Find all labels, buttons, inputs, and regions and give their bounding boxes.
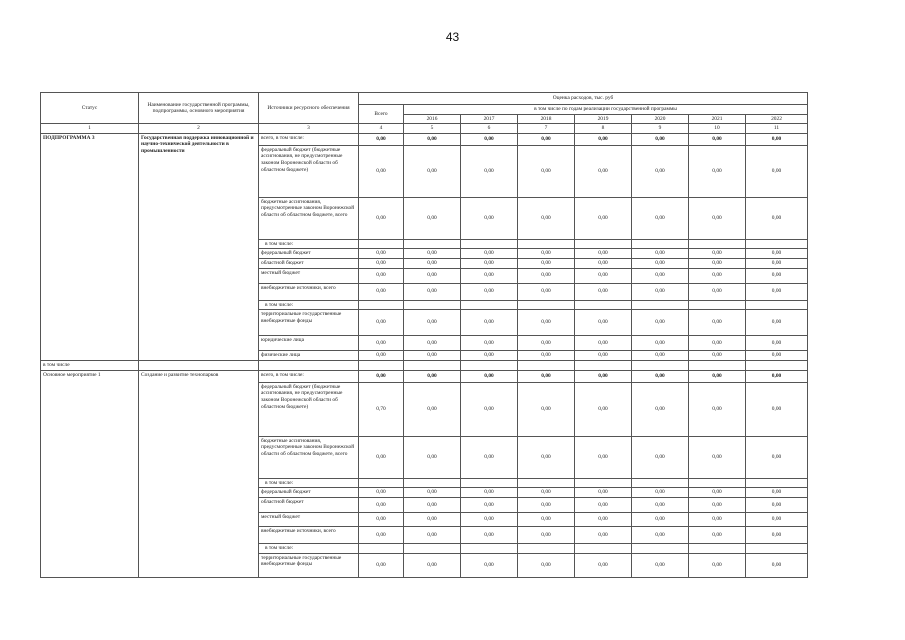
value-cell: 0,00 [518,133,575,145]
value-cell: 0,00 [518,268,575,283]
value-cell: 0,00 [689,310,746,336]
value-cell: 0,00 [518,436,575,478]
value-cell: 0,00 [461,258,518,268]
value-cell: 0,00 [746,351,808,361]
value-cell [404,239,461,249]
value-cell: 0,00 [746,133,808,145]
value-cell: 0,00 [404,197,461,239]
value-cell: 0,00 [461,145,518,197]
column-number: 9 [632,124,689,134]
value-cell [518,300,575,310]
value-cell: 0,00 [632,336,689,351]
value-cell: 0,00 [404,497,461,512]
source-cell: территориальные государственные внебюджетные фонды [259,553,359,577]
value-cell: 0,00 [461,488,518,498]
column-number: 10 [689,124,746,134]
value-cell: 0,00 [632,526,689,543]
value-cell: 0,00 [689,249,746,259]
value-cell [461,300,518,310]
empty-cell [632,361,689,371]
value-cell: 0,00 [575,512,632,526]
value-cell: 0,00 [518,283,575,300]
value-cell: 0,00 [746,249,808,259]
value-cell: 0,00 [689,526,746,543]
name-cell: Государственная поддержка инновационной и научно-технической деятельности в промышленности [139,133,259,360]
source-cell: бюджетные ассигнования, предусмотренные законом Воронежской области об областном бюджете, всего [259,436,359,478]
empty-cell [689,361,746,371]
header-year: 2021 [689,114,746,124]
value-cell: 0,00 [689,553,746,577]
value-cell: 0,00 [461,197,518,239]
value-cell [575,478,632,488]
source-cell: в том числе: [259,543,359,553]
value-cell: 0,00 [689,336,746,351]
empty-cell [259,361,359,371]
source-cell: областной бюджет [259,497,359,512]
value-cell: 0,00 [632,310,689,336]
value-cell: 0,00 [632,283,689,300]
value-cell: 0,00 [632,351,689,361]
value-cell: 0,00 [689,436,746,478]
value-cell: 0,00 [575,249,632,259]
value-cell: 0,00 [359,197,404,239]
value-cell: 0,00 [575,336,632,351]
value-cell: 0,00 [404,351,461,361]
value-cell: 0,00 [461,526,518,543]
value-cell [689,478,746,488]
value-cell: 0,00 [404,268,461,283]
value-cell: 0,00 [461,310,518,336]
name-cell: Создание и развитие технопарков [139,370,259,577]
table-row [41,133,808,145]
value-cell: 0,00 [461,249,518,259]
value-cell: 0,00 [632,197,689,239]
source-cell: физические лица [259,351,359,361]
header-year: 2020 [632,114,689,124]
value-cell: 0,00 [746,526,808,543]
value-cell: 0,00 [461,436,518,478]
value-cell [575,543,632,553]
source-cell: федеральный бюджет [259,249,359,259]
value-cell: 0,00 [359,512,404,526]
value-cell: 0,00 [518,249,575,259]
empty-cell [746,361,808,371]
empty-cell [461,361,518,371]
value-cell [461,478,518,488]
value-cell: 0,00 [632,497,689,512]
value-cell: 0,00 [575,258,632,268]
value-cell [404,300,461,310]
source-cell: в том числе: [259,239,359,249]
source-cell: внебюджетные источники, всего [259,526,359,543]
value-cell: 0,00 [359,336,404,351]
value-cell: 0,00 [575,145,632,197]
value-cell: 0,00 [632,268,689,283]
header-name: Наименование государственной программы, подпрограммы, основного мероприятия [139,93,259,124]
value-cell: 0,00 [404,145,461,197]
column-number: 2 [139,124,259,134]
header-status: Статус [41,93,139,124]
column-number: 3 [259,124,359,134]
value-cell: 0,00 [632,436,689,478]
source-cell: юридические лица [259,336,359,351]
value-cell: 0,00 [359,436,404,478]
value-cell [404,478,461,488]
value-cell: 0,00 [575,310,632,336]
value-cell: 0,00 [518,145,575,197]
column-number: 4 [359,124,404,134]
value-cell: 0,00 [575,553,632,577]
value-cell: 0,00 [746,197,808,239]
value-cell: 0,00 [404,553,461,577]
value-cell: 0,00 [404,382,461,436]
source-cell: областной бюджет [259,258,359,268]
value-cell: 0,00 [632,512,689,526]
value-cell: 0,00 [575,370,632,382]
table-row [41,370,808,382]
value-cell: 0,00 [461,370,518,382]
value-cell [518,543,575,553]
value-cell [689,300,746,310]
value-cell: 0,00 [632,488,689,498]
value-cell [461,239,518,249]
value-cell [359,543,404,553]
value-cell: 0,00 [404,370,461,382]
value-cell: 0,00 [575,133,632,145]
value-cell: 0,00 [359,133,404,145]
empty-cell [575,361,632,371]
column-number: 8 [575,124,632,134]
value-cell: 0,00 [746,310,808,336]
column-number: 11 [746,124,808,134]
source-cell: всего, в том числе: [259,133,359,145]
value-cell [359,478,404,488]
value-cell: 0,00 [746,497,808,512]
value-cell: 0,00 [746,488,808,498]
resource-table [40,92,808,578]
header-by-year: в том числе по годам реализации государственной программы [404,105,808,115]
value-cell: 0,00 [518,512,575,526]
value-cell: 0,00 [575,268,632,283]
header-year: 2017 [461,114,518,124]
value-cell: 0,00 [746,258,808,268]
value-cell: 0,00 [404,283,461,300]
value-cell: 0,00 [461,133,518,145]
value-cell [518,239,575,249]
value-cell: 0,00 [404,249,461,259]
value-cell: 0,00 [461,268,518,283]
value-cell: 0,00 [746,382,808,436]
header-year: 2016 [404,114,461,124]
page-number: 43 [445,30,460,44]
value-cell: 0,00 [461,351,518,361]
source-cell: в том числе: [259,300,359,310]
value-cell: 0,00 [404,258,461,268]
value-cell: 0,00 [575,526,632,543]
value-cell: 0,00 [575,497,632,512]
value-cell: 0,00 [689,145,746,197]
source-cell: федеральный бюджет [259,488,359,498]
value-cell: 0,00 [689,283,746,300]
value-cell: 0,00 [632,553,689,577]
value-cell: 0,00 [575,382,632,436]
value-cell: 0,00 [746,553,808,577]
value-cell: 0,00 [359,488,404,498]
value-cell: 0,00 [575,197,632,239]
value-cell: 0,00 [404,526,461,543]
value-cell: 0,00 [632,249,689,259]
value-cell [359,300,404,310]
value-cell: 0,00 [746,268,808,283]
value-cell [575,239,632,249]
value-cell: 0,00 [746,512,808,526]
value-cell: 0,00 [689,512,746,526]
header-year: 2018 [518,114,575,124]
status-cell: Основное мероприятие 1 [41,370,139,577]
value-cell: 0,00 [359,249,404,259]
value-cell [518,478,575,488]
column-number: 6 [461,124,518,134]
value-cell: 0,00 [689,133,746,145]
value-cell: 0,00 [461,553,518,577]
source-cell: федеральный бюджет (бюджетные ассигнования, не предусмотренные законом Воронежской области об областном бюджете) [259,382,359,436]
value-cell: 0,00 [689,268,746,283]
header-year: 2019 [575,114,632,124]
value-cell: 0,00 [359,258,404,268]
value-cell: 0,00 [746,370,808,382]
column-number: 5 [404,124,461,134]
value-cell: 0,00 [404,488,461,498]
value-cell [689,543,746,553]
value-cell: 0,00 [689,197,746,239]
value-cell: 0,00 [689,382,746,436]
status-cell: ПОДПРОГРАММА 3 [41,133,139,360]
value-cell: 0,00 [632,382,689,436]
header-total: Всего [359,105,404,124]
value-cell: 0,00 [518,310,575,336]
value-cell [359,239,404,249]
value-cell: 0,00 [689,497,746,512]
value-cell: 0,00 [404,336,461,351]
value-cell: 0,00 [575,283,632,300]
value-cell: 0,70 [359,382,404,436]
source-cell: внебюджетные источники, всего [259,283,359,300]
value-cell: 0,00 [689,370,746,382]
section-label: в том числе [41,361,139,371]
value-cell: 0,00 [518,351,575,361]
value-cell [632,239,689,249]
value-cell: 0,00 [746,336,808,351]
value-cell: 0,00 [518,553,575,577]
value-cell: 0,00 [359,351,404,361]
value-cell [632,478,689,488]
value-cell [575,300,632,310]
value-cell: 0,00 [461,283,518,300]
value-cell: 0,00 [404,436,461,478]
column-number: 1 [41,124,139,134]
empty-cell [359,361,404,371]
value-cell: 0,00 [518,497,575,512]
value-cell: 0,00 [575,488,632,498]
value-cell [746,543,808,553]
empty-cell [518,361,575,371]
value-cell [632,300,689,310]
source-cell: местный бюджет [259,512,359,526]
value-cell: 0,00 [461,382,518,436]
value-cell: 0,00 [404,133,461,145]
value-cell: 0,00 [632,370,689,382]
value-cell [404,543,461,553]
empty-cell [139,361,259,371]
value-cell [461,543,518,553]
value-cell: 0,00 [632,258,689,268]
value-cell [689,239,746,249]
source-cell: всего, в том числе: [259,370,359,382]
header-source: Источники ресурсного обеспечения [259,93,359,124]
value-cell: 0,00 [518,336,575,351]
value-cell: 0,00 [461,497,518,512]
value-cell: 0,00 [518,488,575,498]
value-cell: 0,00 [359,553,404,577]
value-cell: 0,00 [461,512,518,526]
source-cell: местный бюджет [259,268,359,283]
value-cell: 0,00 [746,145,808,197]
value-cell: 0,00 [518,382,575,436]
value-cell: 0,00 [404,512,461,526]
value-cell: 0,00 [359,268,404,283]
source-cell: федеральный бюджет (бюджетные ассигнования, не предусмотренные законом Воронежской области об областном бюджете) [259,145,359,197]
value-cell: 0,00 [518,526,575,543]
value-cell: 0,00 [689,488,746,498]
value-cell: 0,00 [746,283,808,300]
value-cell: 0,00 [359,526,404,543]
value-cell [746,478,808,488]
header-estimate: Оценка расходов, тыс. руб [359,93,808,105]
value-cell: 0,00 [359,145,404,197]
value-cell: 0,00 [404,310,461,336]
source-cell: бюджетные ассигнования, предусмотренные законом Воронежской области об областном бюджете, всего [259,197,359,239]
value-cell: 0,00 [575,351,632,361]
source-cell: территориальные государственные внебюджетные фонды [259,310,359,336]
value-cell: 0,00 [359,370,404,382]
value-cell: 0,00 [689,258,746,268]
column-number: 7 [518,124,575,134]
value-cell: 0,00 [359,497,404,512]
value-cell: 0,00 [518,258,575,268]
value-cell: 0,00 [632,145,689,197]
value-cell: 0,00 [461,336,518,351]
value-cell [746,239,808,249]
source-cell: в том числе: [259,478,359,488]
value-cell: 0,00 [746,436,808,478]
empty-cell [404,361,461,371]
value-cell: 0,00 [518,197,575,239]
value-cell [632,543,689,553]
header-year: 2022 [746,114,808,124]
value-cell: 0,00 [359,310,404,336]
value-cell [746,300,808,310]
value-cell: 0,00 [518,370,575,382]
value-cell: 0,00 [689,351,746,361]
value-cell: 0,00 [359,283,404,300]
value-cell: 0,00 [575,436,632,478]
value-cell: 0,00 [632,133,689,145]
